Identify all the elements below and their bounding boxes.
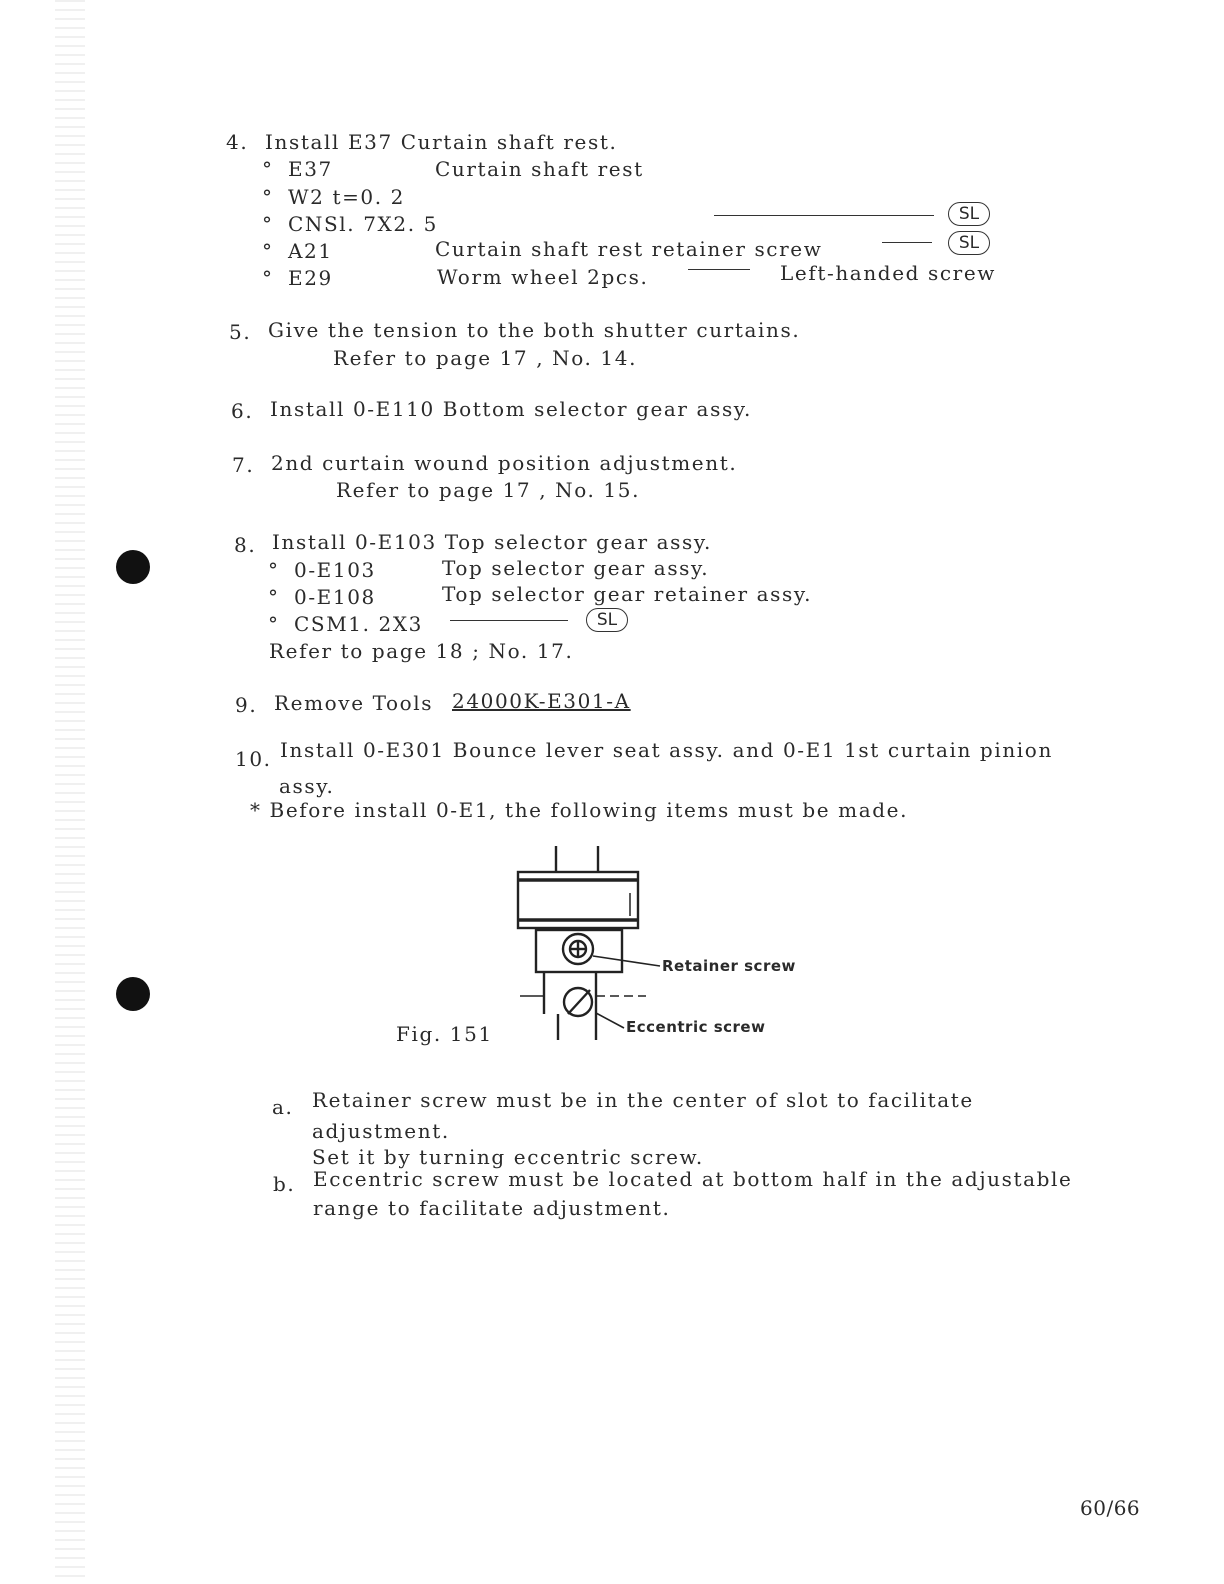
part-code: W2 t=0. 2 bbox=[288, 185, 405, 209]
retainer-screw-callout: Retainer screw bbox=[662, 957, 796, 975]
bullet: ° bbox=[262, 212, 274, 236]
binder-hole bbox=[116, 977, 150, 1011]
part-code: A21 bbox=[288, 239, 333, 263]
subitem-text: Retainer screw must be in the center of slot to facilitate bbox=[312, 1088, 974, 1112]
part-desc: Top selector gear retainer assy. bbox=[442, 582, 813, 606]
subitem-text: range to facilitate adjustment. bbox=[313, 1196, 671, 1220]
part-code: E29 bbox=[288, 266, 333, 290]
step-title: Install 0-E103 Top selector gear assy. bbox=[272, 530, 713, 554]
leader-line bbox=[450, 620, 568, 621]
tool-number: 24000K-E301-A bbox=[452, 689, 631, 713]
sl-mark: SL bbox=[948, 202, 990, 226]
step-title: Install 0-E110 Bottom selector gear assy. bbox=[270, 397, 753, 421]
step-title: Install 0-E301 Bounce lever seat assy. and 0-E1 1st curtain pinion bbox=[280, 738, 1053, 762]
sl-mark: SL bbox=[948, 231, 990, 255]
part-code: E37 bbox=[288, 157, 333, 181]
page-reference: Refer to page 17 , No. 14. bbox=[333, 346, 638, 370]
step-number: 7. bbox=[232, 453, 255, 477]
leader-line bbox=[688, 269, 750, 270]
eccentric-screw-callout: Eccentric screw bbox=[626, 1018, 766, 1036]
step-number: 5. bbox=[229, 320, 252, 344]
leader-line bbox=[714, 215, 934, 216]
leader-line bbox=[882, 242, 932, 243]
part-code: CSM1. 2X3 bbox=[294, 612, 424, 636]
part-code: CNSl. 7X2. 5 bbox=[288, 212, 438, 236]
subitem-letter: a. bbox=[272, 1095, 294, 1119]
part-desc: Curtain shaft rest bbox=[435, 157, 644, 181]
step-title: 2nd curtain wound position adjustment. bbox=[271, 451, 738, 475]
bullet: ° bbox=[262, 157, 274, 181]
step-title-continued: assy. bbox=[279, 774, 335, 798]
step-number: 9. bbox=[235, 693, 258, 717]
binder-hole bbox=[116, 550, 150, 584]
step-number: 10. bbox=[235, 747, 272, 771]
part-desc: Top selector gear assy. bbox=[442, 556, 710, 580]
figure-label: Fig. 151 bbox=[396, 1022, 493, 1046]
sl-mark: SL bbox=[586, 608, 628, 632]
subitem-letter: b. bbox=[273, 1172, 296, 1196]
step-number: 6. bbox=[231, 399, 254, 423]
subitem-text: adjustment. bbox=[312, 1119, 450, 1143]
part-code: 0-E103 bbox=[294, 558, 376, 582]
retainer-leader bbox=[593, 956, 660, 966]
step-number: 4. bbox=[226, 130, 249, 154]
page-reference: Refer to page 18 ; No. 17. bbox=[269, 639, 574, 663]
scan-edge-noise bbox=[55, 0, 85, 1584]
step-number: 8. bbox=[234, 533, 257, 557]
part-desc: Curtain shaft rest retainer screw bbox=[435, 237, 823, 261]
bullet: ° bbox=[268, 558, 280, 582]
subitem-text: Eccentric screw must be located at bottom half in the adjustable bbox=[313, 1167, 1073, 1191]
bullet: ° bbox=[262, 185, 274, 209]
bullet: ° bbox=[268, 585, 280, 609]
step-title: Give the tension to the both shutter curtains. bbox=[268, 318, 801, 342]
step-title: Remove Tools bbox=[274, 691, 434, 715]
figure-151-diagram bbox=[500, 838, 820, 1048]
bullet: ° bbox=[268, 612, 280, 636]
part-note: Left-handed screw bbox=[780, 261, 996, 285]
eccentric-leader bbox=[596, 1013, 624, 1028]
subitem-text: Set it by turning eccentric screw. bbox=[312, 1145, 704, 1169]
page-reference: Refer to page 17 , No. 15. bbox=[336, 478, 641, 502]
step-title: Install E37 Curtain shaft rest. bbox=[265, 130, 618, 154]
bullet: ° bbox=[262, 239, 274, 263]
part-code: 0-E108 bbox=[294, 585, 376, 609]
bullet: ° bbox=[262, 266, 274, 290]
step-note: * Before install 0-E1, the following items must be made. bbox=[250, 798, 909, 822]
part-desc: Worm wheel 2pcs. bbox=[437, 265, 649, 289]
page-number: 60/66 bbox=[1080, 1496, 1141, 1520]
